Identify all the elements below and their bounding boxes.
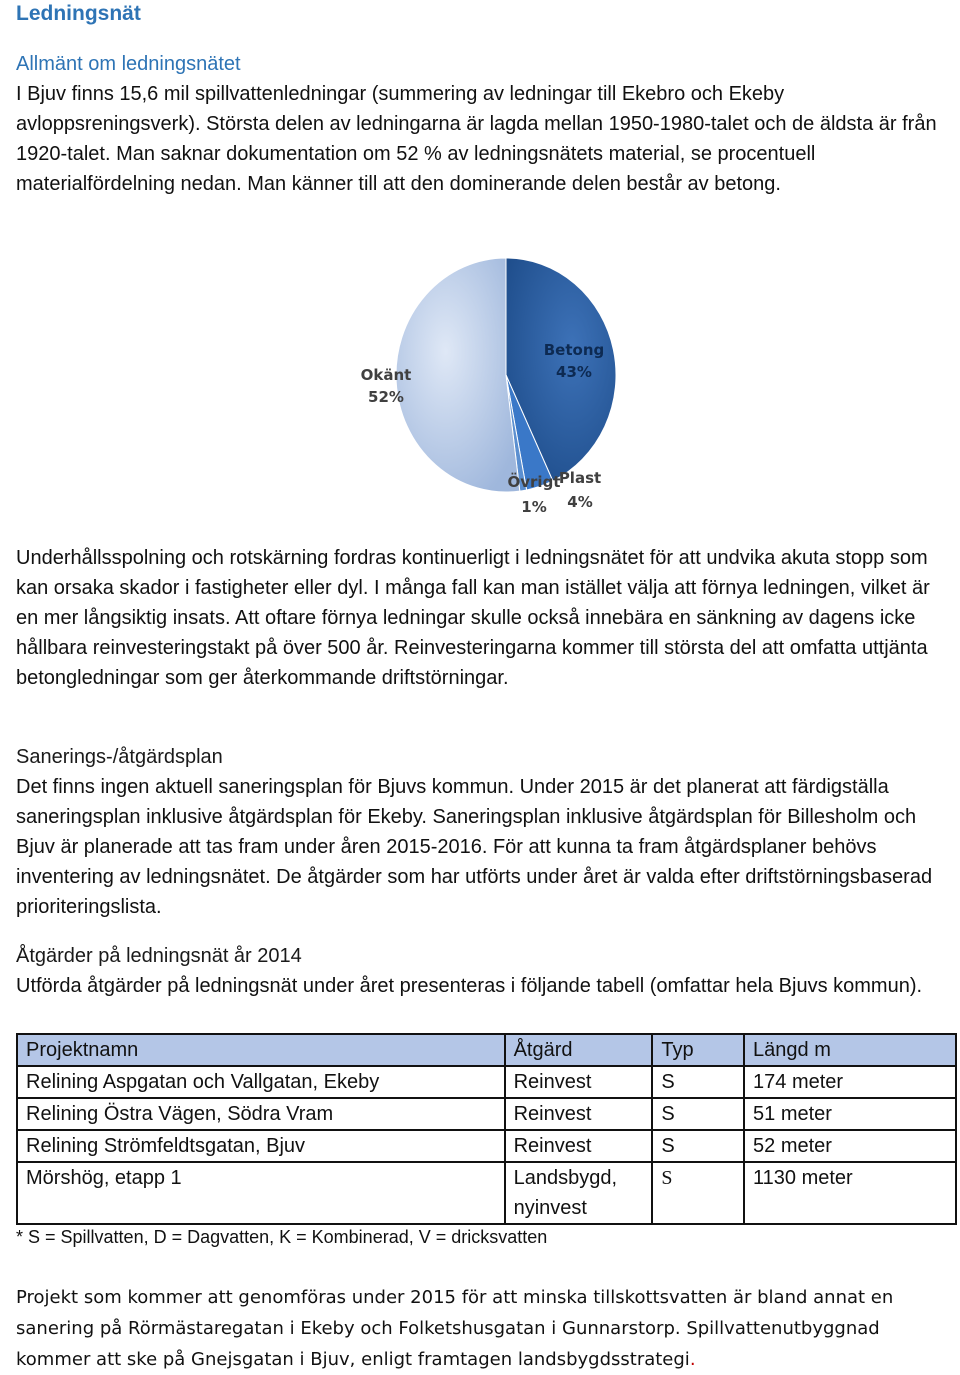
maintenance-paragraph: Underhållsspolning och rotskärning fordras kontinuerligt i ledningsnätet för att undvika akuta stopp som kan orsaka skador i fastigheter eller dyl. I många fall kan man istället välja att förnya ledningen, vilket är en mer långsiktig insats. Att oftare förnya ledningar skulle också innebära en sänkning av dagens icke hållbara reinvesteringstakt på över 500 år. Reinvesteringarna kommer till största del att omfatta uttjänta betongledningar som ger återkommande driftstörningar. <box>16 547 930 689</box>
section-text-plan: Det finns ingen aktuell saneringsplan för Bjuvs kommun. Under 2015 är det planerat att färdigställa saneringsplan inklusive åtgärdsplan för Ekeby. Saneringsplan inklusive åtgärdsplan för Billesholm och Bjuv är planerade att tas fram under åren 2015-2016. För att kunna ta fram åtgärdsplaner behövs inventering av ledningsnätet. De åtgärder som har utförts under året är valda efter driftstörningsbaserad prioriteringslista. <box>16 776 933 918</box>
section-renovation-plan <box>16 742 946 922</box>
cell-type: S <box>652 1098 744 1130</box>
cell-measure: Reinvest <box>505 1066 653 1098</box>
upcoming-projects-paragraph <box>16 1282 946 1375</box>
table-row <box>17 1066 956 1098</box>
cell-type: S <box>652 1066 744 1098</box>
pie-value-okänt: 52% <box>368 388 404 406</box>
section-text-measures: Utförda åtgärder på ledningsnät under året presenteras i följande tabell (omfattar hela Bjuvs kommun). <box>16 975 923 997</box>
cell-length: 1130 meter <box>744 1162 956 1224</box>
section-heading-general: Allmänt om ledningsnätet <box>16 53 241 75</box>
header-length: Längd m <box>744 1034 956 1066</box>
section-measures-2014 <box>16 941 946 1001</box>
cell-project-name: Relining Aspgatan och Vallgatan, Ekeby <box>17 1066 505 1098</box>
header-measure: Åtgärd <box>505 1034 653 1066</box>
header-project-name: Projektnamn <box>17 1034 505 1066</box>
final-period: . <box>689 1349 696 1370</box>
pie-label-övrigt: Övrigt <box>507 473 561 491</box>
measures-table <box>16 1033 957 1225</box>
header-type: Typ <box>652 1034 744 1066</box>
pie-label-okänt: Okänt <box>360 366 412 384</box>
cell-measure: Reinvest <box>505 1098 653 1130</box>
cell-length: 52 meter <box>744 1130 956 1162</box>
cell-type: S <box>652 1130 744 1162</box>
cell-project-name: Relining Strömfeldtsgatan, Bjuv <box>17 1130 505 1162</box>
pie-svg <box>346 250 646 530</box>
pie-label-betong: Betong <box>543 341 605 359</box>
section-general <box>16 49 946 199</box>
pie-slice-okänt <box>396 258 520 492</box>
cell-measure: Reinvest <box>505 1130 653 1162</box>
table-header-row <box>17 1034 956 1066</box>
cell-type: S <box>652 1162 744 1224</box>
pie-label-plast: Plast <box>558 469 602 487</box>
table-row <box>17 1130 956 1162</box>
table-footnote: * S = Spillvatten, D = Dagvatten, K = Kombinerad, V = dricksvatten <box>16 1227 548 1247</box>
page-title: Ledningsnät <box>16 2 141 25</box>
upcoming-projects-text: Projekt som kommer att genomföras under 2015 för att minska tillskottsvatten är bland annat en sanering på Rörmästaregatan i Ekeby och Folketshusgatan i Gunnarstorp. Spillvattenutbyggnad kommer att ske på Gnejsgatan i Bjuv, enligt framtagen landsbygdsstrategi <box>16 1287 894 1370</box>
material-pie-chart <box>346 250 646 530</box>
cell-project-name: Mörshög, etapp 1 <box>17 1162 505 1224</box>
section-heading-measures: Åtgärder på ledningsnät år 2014 <box>16 945 302 967</box>
table-row <box>17 1162 956 1224</box>
section-text-general: I Bjuv finns 15,6 mil spillvattenledningar (summering av ledningar till Ekebro och Ekeby avloppsreningsverk). Största delen av ledningarna är lagda mellan 1950-1980-talet och de äldsta är från 1920-talet. Man saknar dokumentation om 52 % av ledningsnätets material, se procentuell materialfördelning nedan. Man känner till att den dominerande delen består av betong. <box>16 83 937 195</box>
cell-length: 51 meter <box>744 1098 956 1130</box>
pie-value-betong: 43% <box>556 363 592 381</box>
table-row <box>17 1098 956 1130</box>
pie-value-övrigt: 1% <box>521 498 547 516</box>
pie-value-plast: 4% <box>567 493 593 511</box>
section-heading-plan: Sanerings-/åtgärdsplan <box>16 746 223 768</box>
cell-measure: Landsbygd, nyinvest <box>505 1162 653 1224</box>
cell-project-name: Relining Östra Vägen, Södra Vram <box>17 1098 505 1130</box>
cell-length: 174 meter <box>744 1066 956 1098</box>
